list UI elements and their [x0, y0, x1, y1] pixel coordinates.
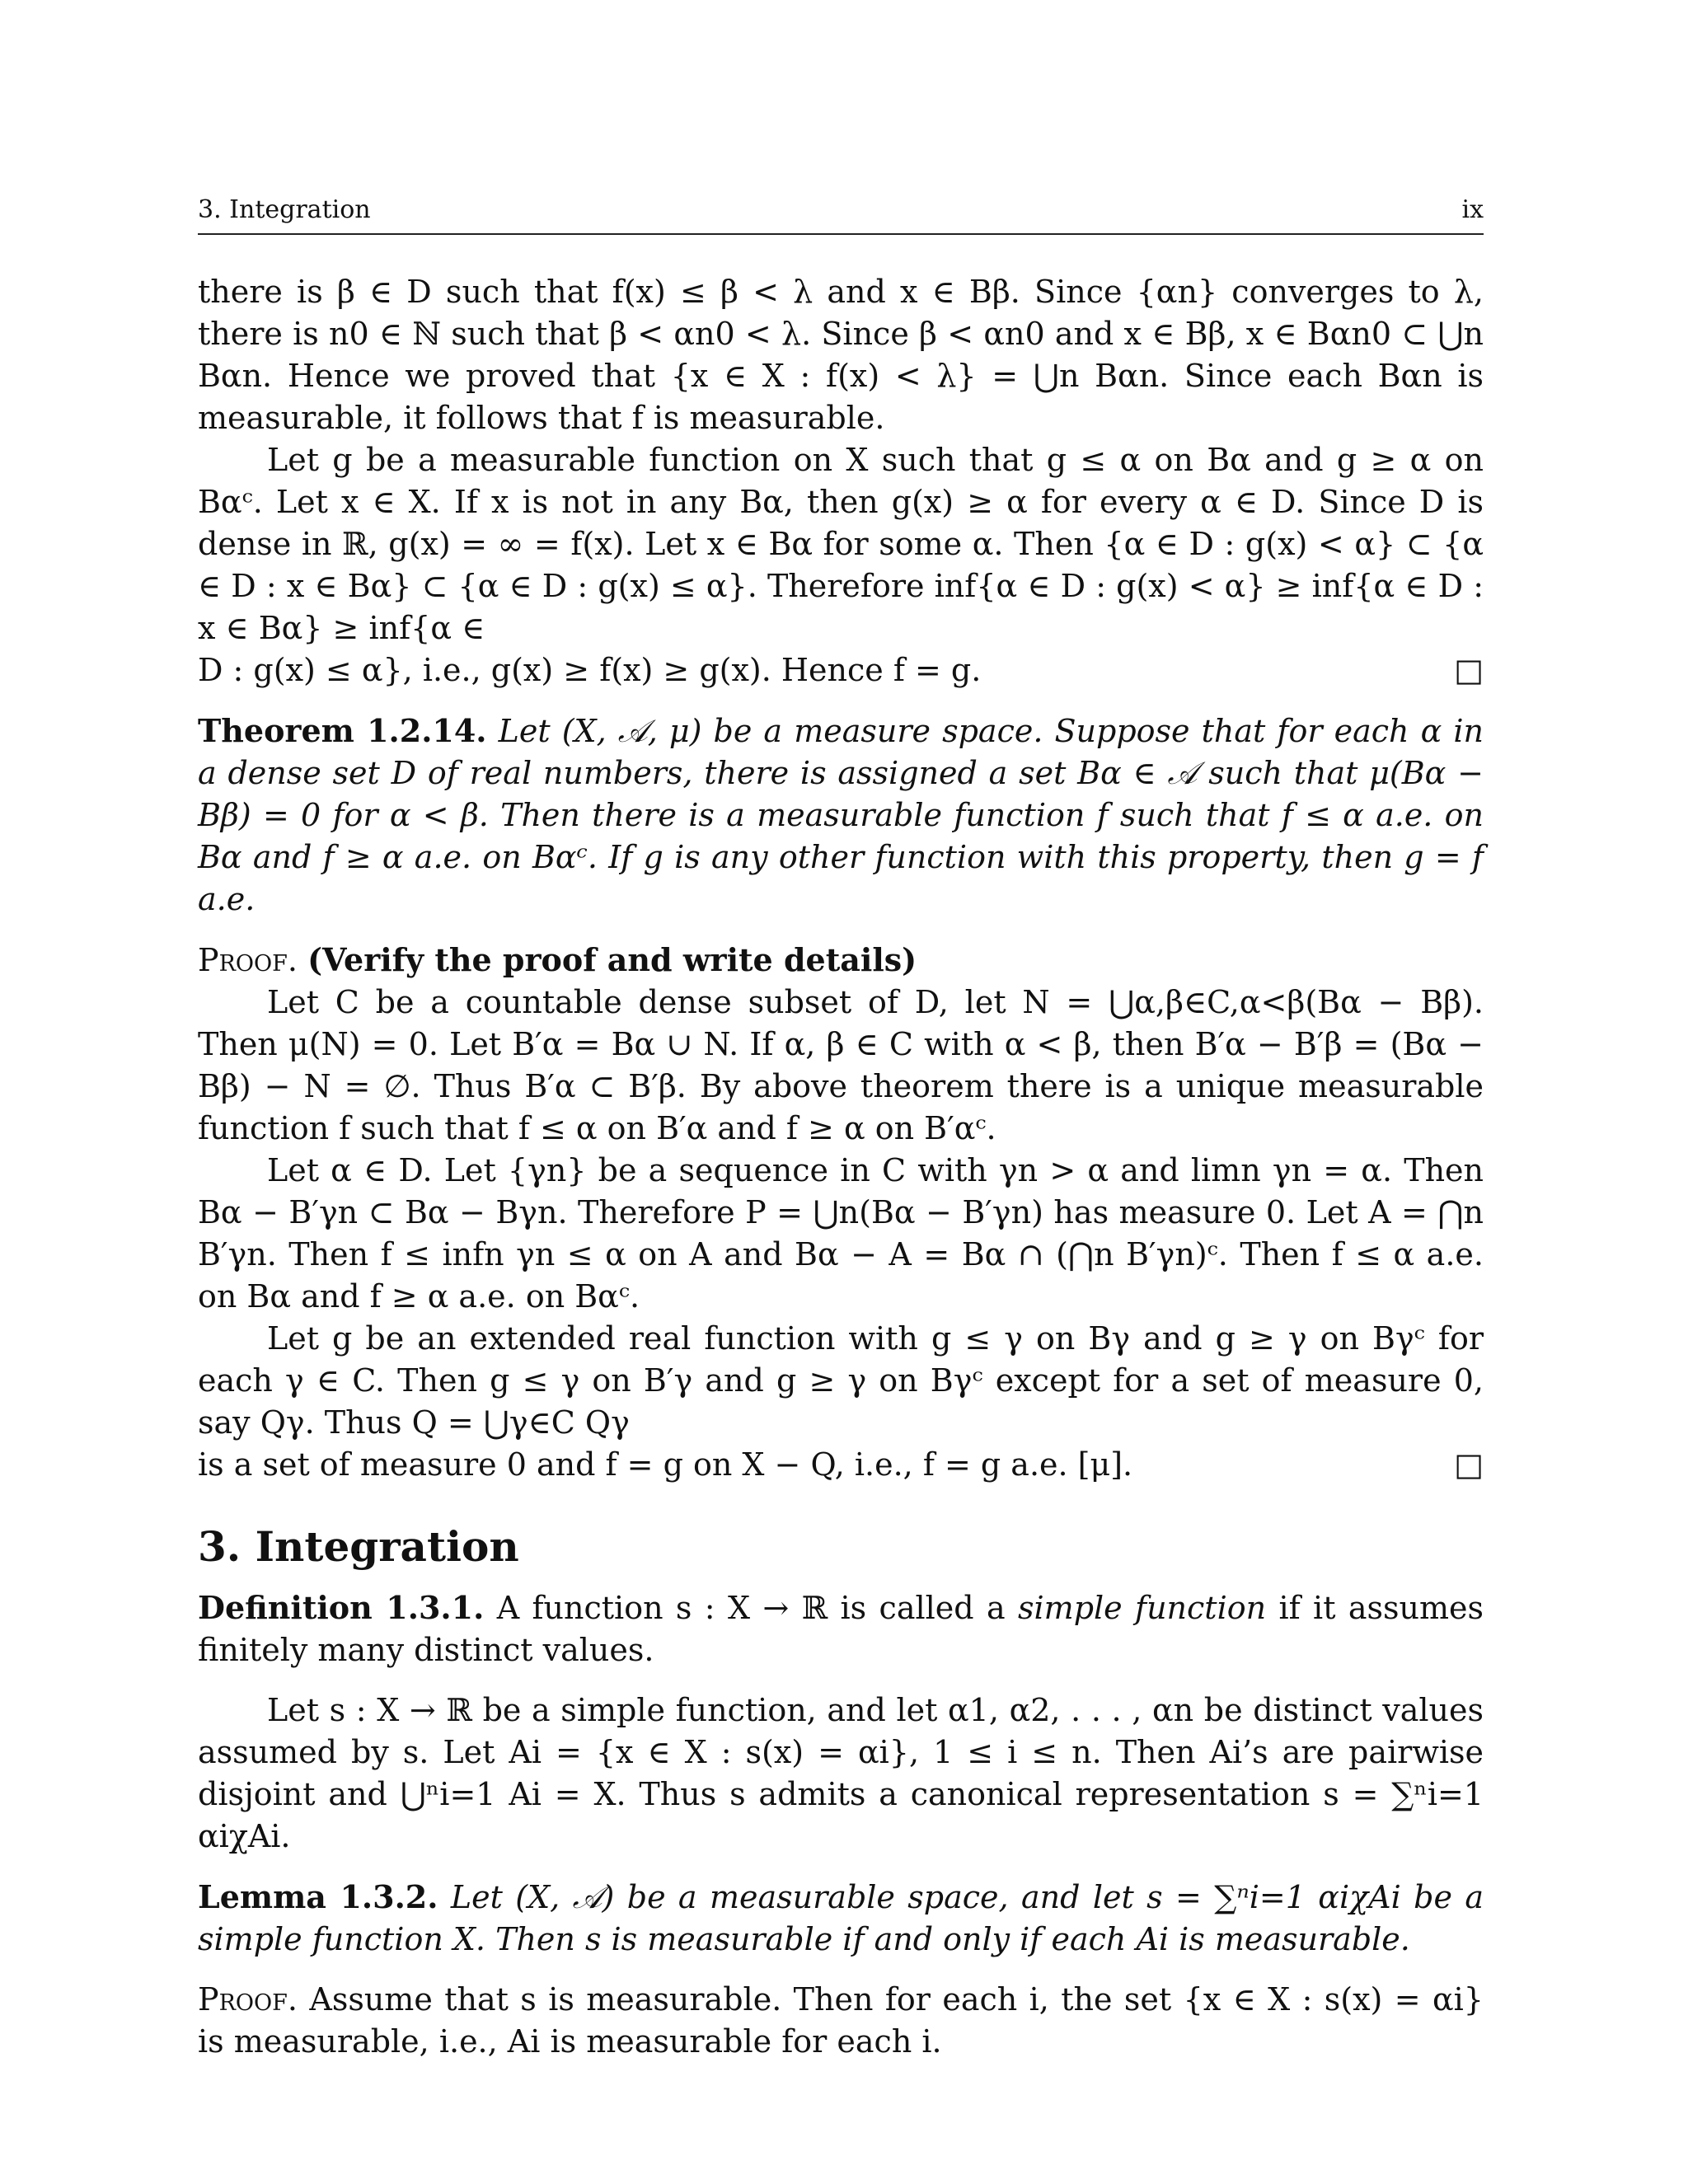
- proof-label: Proof.: [198, 1981, 298, 2018]
- header-page-number: ix: [1461, 195, 1484, 224]
- qed-symbol: □: [1454, 1446, 1484, 1483]
- uniqueness-last-line: [198, 649, 1484, 691]
- proof-last-text: is a set of measure 0 and f = g on X − Q, i.e., f = g a.e. [μ].: [198, 1446, 1133, 1483]
- lemma-proof-text: Assume that s is measurable. Then for each i, the set {x ∈ X : s(x) = αi} is measurable, i.e., Ai is measurable for each i.: [198, 1981, 1484, 2060]
- lemma-statement: Let (X, 𝒜) be a measurable space, and let s = ∑ⁿi=1 αiχAi be a simple function X. Then s is measurable if and only if each Ai is measurable.: [198, 1879, 1484, 1957]
- proof-heading: [198, 939, 1484, 982]
- continuation-paragraph: there is β ∈ D such that f(x) ≤ β < λ and x ∈ Bβ. Since {αn} converges to λ, there is n0 ∈ ℕ such that β < αn0 < λ. Since β < αn0 and x ∈ Bβ, x ∈ Bαn0 ⊂ ⋃n Bαn. Hence we proved that {x ∈ X : f(x) < λ} = ⋃n Bαn. Since each Bαn is measurable, it follows that f is measurable.: [198, 274, 1484, 436]
- proof-paragraph-1: Let C be a countable dense subset of D, let N = ⋃α,β∈C,α<β(Bα − Bβ). Then μ(N) = 0. Let B′α = Bα ∪ N. If α, β ∈ C with α < β, then B′α − B′β = (Bα − Bβ) − N = ∅. Thus B′α ⊂ B′β. By above theorem there is a unique measurable function f such that f ≤ α on B′α and f ≥ α on B′αᶜ.: [198, 984, 1484, 1146]
- proof-paragraph-2: Let α ∈ D. Let {γn} be a sequence in C with γn > α and limn γn = α. Then Bα − B′γn ⊂ Bα − Bγn. Therefore P = ⋃n(Bα − B′γn) has measure 0. Let A = ⋂n B′γn. Then f ≤ infn γn ≤ α on A and Bα − A = Bα ∩ (⋂n B′γn)ᶜ. Then f ≤ α a.e. on Bα and f ≥ α a.e. on Bαᶜ.: [198, 1152, 1484, 1315]
- theorem-label: Theorem 1.2.14.: [198, 712, 487, 749]
- theorem-statement: Let (X, 𝒜, μ) be a measure space. Suppose that for each α in a dense set D of real numbers, there is assigned a set Bα ∈ 𝒜 such that μ(Bα − Bβ) = 0 for α < β. Then there is a measurable function f such that f ≤ α a.e. on Bα and f ≥ α a.e. on Bαᶜ. If g is any other function with this property, then g = f a.e.: [198, 713, 1484, 917]
- uniqueness-paragraph: [198, 439, 1484, 649]
- lemma-1-3-2: [198, 1876, 1484, 1961]
- simple-function-paragraph: Let s : X → ℝ be a simple function, and let α1, α2, . . . , αn be distinct values assumed by s. Let Ai = {x ∈ X : s(x) = αi}, 1 ≤ i ≤ n. Then Ai’s are pairwise disjoint and ⋃ⁿi=1 Ai = X. Thus s admits a canonical representation s = ∑ⁿi=1 αiχAi.: [198, 1692, 1484, 1854]
- lemma-label: Lemma 1.3.2.: [198, 1878, 438, 1915]
- proof-note: (Verify the proof and write details): [307, 941, 917, 978]
- theorem-1-2-14: [198, 710, 1484, 921]
- proof-paragraph-3: Let g be an extended real function with g ≤ γ on Bγ and g ≥ γ on Bγᶜ for each γ ∈ C. Then g ≤ γ on B′γ and g ≥ γ on Bγᶜ except for a set of measure 0, say Qγ. Thus Q = ⋃γ∈C Qγ: [198, 1320, 1484, 1441]
- proof-label: Proof.: [198, 942, 298, 978]
- section-heading: 3. Integration: [198, 1522, 519, 1571]
- qed-symbol: □: [1454, 652, 1484, 688]
- definition-emphasis: simple function: [1018, 1590, 1267, 1626]
- running-header: [198, 194, 1484, 235]
- lemma-proof: [198, 1979, 1484, 2063]
- definition-1-3-1: [198, 1586, 1484, 1671]
- definition-text-before: A function s : X → ℝ is called a: [496, 1590, 1006, 1626]
- header-section-title: 3. Integration: [198, 195, 371, 224]
- proof-last-line: [198, 1444, 1484, 1486]
- uniqueness-last-text: D : g(x) ≤ α}, i.e., g(x) ≥ f(x) ≥ g(x). Hence f = g.: [198, 652, 982, 688]
- uniqueness-text: Let g be a measurable function on X such that g ≤ α on Bα and g ≥ α on Bαᶜ. Let x ∈ X. If x is not in any Bα, then g(x) ≥ α for every α ∈ D. Since D is dense in ℝ, g(x) = ∞ = f(x). Let x ∈ Bα for some α. Then {α ∈ D : g(x) < α} ⊂ {α ∈ D : x ∈ Bα} ⊂ {α ∈ D : g(x) ≤ α}. Therefore inf{α ∈ D : g(x) < α} ≥ inf{α ∈ D : x ∈ Bα} ≥ inf{α ∈: [198, 442, 1484, 646]
- definition-label: Definition 1.3.1.: [198, 1589, 485, 1626]
- definition-text-after: if it assumes finitely many distinct values.: [198, 1590, 1484, 1668]
- page: [198, 194, 1484, 2063]
